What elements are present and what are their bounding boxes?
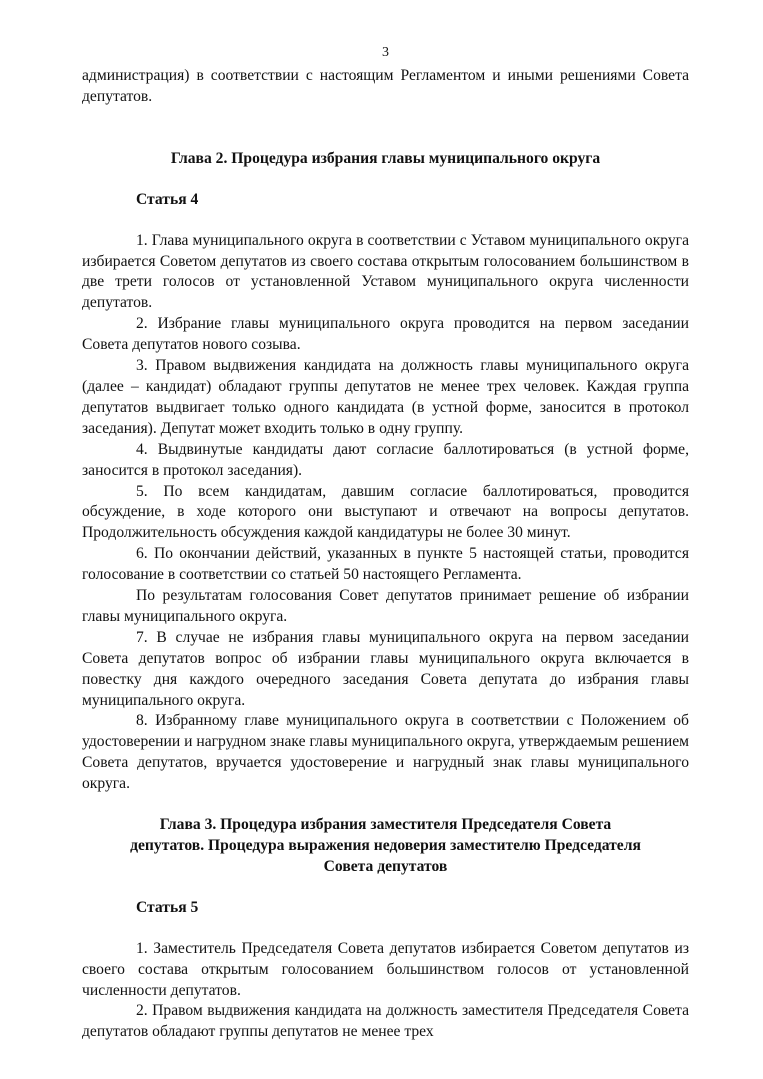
article-4-paragraph-1: 1. Глава муниципального округа в соответствии с Уставом муниципального округа избирается Советом депутатов из своего состава открытым голосованием большинством в две трети голосов от установленной Уставом муниципального округа численности депутатов.: [82, 231, 689, 312]
spacer: [82, 211, 689, 231]
chapter-2-title: Глава 2. Процедура избрания главы муниципального округа: [170, 149, 601, 167]
article-4-paragraph-2: 2. Избрание главы муниципального округа проводится на первом заседании Совета депутатов нового созыва.: [82, 315, 689, 354]
chapter-3-title-line-3: Совета депутатов: [323, 857, 448, 875]
intro-paragraph: администрация) в соответствии с настоящим Регламентом и иными решениями Совета депутатов.: [82, 67, 689, 105]
article-4-paragraph-7: 7. В случае не избрания главы муниципального округа на первом заседании Совета депутатов вопрос об избрании главы муниципального округа включается в повестку дня каждого очередного заседания Совета депутата до избрания главы муниципального округа.: [82, 628, 689, 709]
document-page: [82, 44, 689, 1043]
article-4-paragraph-3: 3. Правом выдвижения кандидата на должность главы муниципального округа (далее – кандидат) обладают группы депутатов не менее трех человек. Каждая группа депутатов выдвигает только одного кандидата (в устной форме, заносится в протокол заседания). Депутат может входить только в одну группу.: [82, 357, 689, 437]
article-4-paragraph-6: 6. По окончании действий, указанных в пункте 5 настоящей статьи, проводится голосование в соответствии со статьей 50 настоящего Регламента.: [82, 545, 689, 584]
article-4-title: Статья 4: [136, 190, 199, 208]
chapter-3-title-line-2: депутатов. Процедура выражения недоверия заместителю Председателя: [130, 837, 641, 854]
article-4-paragraph-4: 4. Выдвинутые кандидаты дают согласие баллотироваться (в устной форме, заносится в протокол заседания).: [82, 440, 689, 479]
article-5-paragraph-2: 2. Правом выдвижения кандидата на должность заместителя Председателя Совета депутатов обладают группы депутатов не менее трех: [82, 1002, 689, 1041]
article-5-paragraph-1: 1. Заместитель Председателя Совета депутатов избирается Советом депутатов из своего состава открытым голосованием большинством голосов от установленной численности депутатов.: [82, 939, 689, 999]
article-5-title: Статья 5: [136, 898, 199, 916]
spacer: [82, 795, 689, 815]
spacer: [82, 919, 689, 939]
article-4-paragraph-6-result: По результатам голосования Совет депутатов принимает решение об избрании главы муниципального округа.: [82, 587, 689, 625]
article-4-paragraph-8: 8. Избранному главе муниципального округа в соответствии с Положением об удостоверении и нагрудном знаке главы муниципального округа, утверждаемым решением Совета депутатов, вручается удостоверение и нагрудный знак главы муниципального округа.: [82, 712, 689, 793]
chapter-3-title-line-1: Глава 3. Процедура избрания заместителя Председателя Совета: [159, 816, 612, 834]
article-4-paragraph-5: 5. По всем кандидатам, давшим согласие баллотироваться, проводится обсуждение, в ходе которого они выступают и отвечают на вопросы депутатов. Продолжительность обсуждения каждой кандидатуры не более 30 минут.: [82, 482, 689, 542]
spacer: [82, 878, 689, 898]
spacer: [82, 108, 689, 149]
spacer: [82, 170, 689, 190]
page-number: 3: [382, 45, 389, 60]
